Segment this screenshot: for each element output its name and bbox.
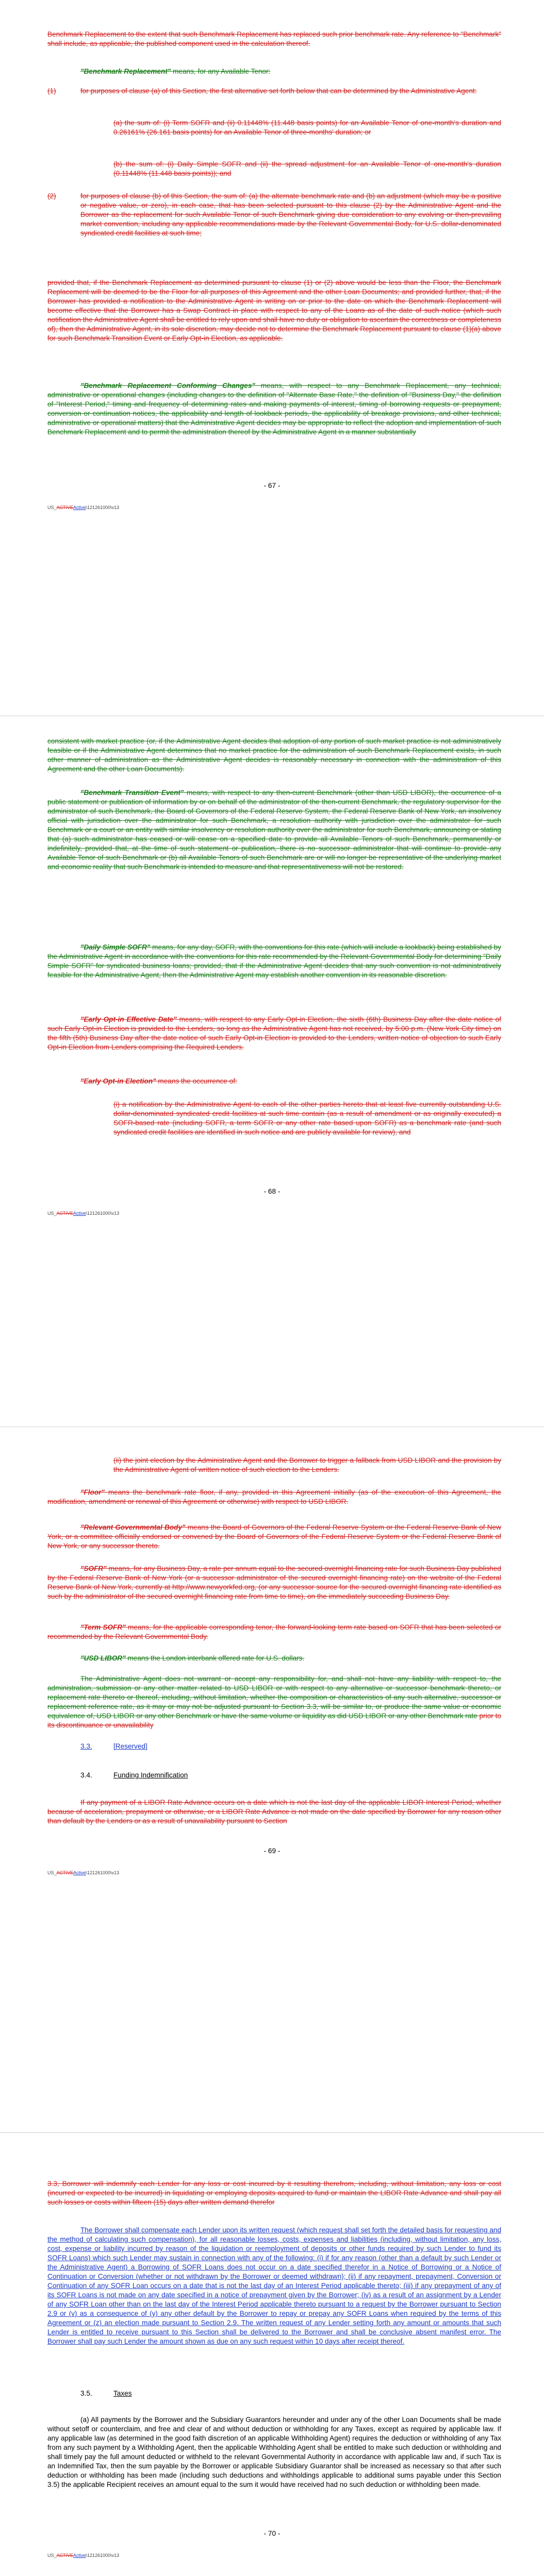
definition-text: means, with respect to any Early Opt-in Election, the sixth (6th) Business Day after the date notice of such Early Opt-in Election is provided to the Lenders, so long as the Administrative Agent has not received, by 5:00 p.m. (New York City time) on the fifth (5th) Business Day after the date notice of such Early Opt-in Election is provided to the Lenders, written notice of objection to such Early Opt-in Election from Lenders comprising the Required Lenders. [47,1015,501,1051]
definition-floor [47,1488,501,1506]
funding-indemnification-continuation: 3.3, Borrower will indemnify each Lender for any loss or cost incurred by it resulting therefrom, including, without limitation, any loss or cost (incurred or expected to be incurred) in liquidating or employing deposits acquired to fund or maintain the LIBOR Rate Advance and shall pay all such losses or costs within fifteen (15) days after written demand therefor [47,2180,501,2206]
election-clause-i: (i) a notification by the Administrative Agent to each of the other parties hereto that at least five currently outstanding U.S. dollar-denominated syndicated credit facilities at such time contain (as a result of amendment or as originally executed) a SOFR-based rate (including SOFR, a term SOFR or any other rate based upon SOFR) as a benchmark rate (and such syndicated credit facilities are identified in such notice and are publicly available for review), and [113,1100,501,1136]
section-number: 3.5. [80,2389,92,2397]
defined-term: "Benchmark Transition Event" [80,789,184,796]
page-number: - 68 - [263,1188,281,1195]
page-number: - 70 - [263,2530,281,2537]
section-number: 3.4. [80,1771,92,1779]
definition-usd-libor [80,1654,501,1663]
section-3-5-heading [80,2389,132,2397]
definition-text: means the benchmark rate floor, if any, provided in this Agreement initially (as of the execution of this Agreement, the modification, amendment or renewal of this Agreement or otherwise) with respect to USD LIBOR. [47,1488,501,1505]
funding-indemnification-paragraph: If any payment of a LIBOR Rate Advance occurs on a date which is not the last day of the applicable LIBOR Interest Period, whether because of acceleration, prepayment or otherwise, or a LIBOR Rate Advance is not made on the date specified by Borrower for any reason other than default by the Lenders or as a result of unavailability pursuant to Section [47,1799,501,1825]
definition-text: means, with respect to any then-current Benchmark (other than USD LIBOR), the occurrence of a public statement or publication of information by or on behalf of the administrator of the then-current Benchmark, the regulatory supervisor for the administrator of such Benchmark, the Board of Governors of the Federal Reserve System, the Federal Reserve Bank of New York, an insolvency official with jurisdiction over the administrator for such Benchmark, a resolution authority with jurisdiction over the administrator for such Benchmark or a court or an entity with similar insolvency or resolution authority over the administrator for such Benchmark, announcing or stating that (a) such administrator has ceased or will cease on a specified date to provide all Available Tenors of such Benchmark, permanently or indefinitely, provided that, at the time of such statement or publication, there is no successor administrator that will continue to provide any Available Tenor of such Benchmark or (b) all Available Tenors of such Benchmark are or will no longer be representative of the underlying market and economic reality that such Benchmark is intended to measure and that representativeness will not be restored. [47,789,501,871]
defined-term: "Relevant Governmental Body" [80,1523,186,1531]
intro-paragraph: Benchmark Replacement to the extent that such Benchmark Replacement has replaced such prior benchmark rate. Any reference to "Benchmark" shall include, as applicable, the published component used in the calculation thereof. [47,30,501,47]
document-footer: US_ACTIVEActive\121261000\v13 [47,1211,120,1216]
clause-1b-text: (b) the sum of: (i) Daily Simple SOFR and (ii) the spread adjustment for an Available Tenor of one-month's duration (0.11448% (11.448 basis points)); and [113,160,501,177]
taxes-paragraph-a: (a) All payments by the Borrower and the Subsidiary Guarantors hereunder and under any of the other Loan Documents shall be made without setoff or counterclaim, and free and clear of and without deduction or withholding for any Taxes, except as required by applicable law. If any applicable law (as determined in the good faith discretion of an applicable Withholding Agent) requires the deduction or withholding of any Tax from any such payment by a Withholding Agent, then the applicable Withholding Agent shall be entitled to make such deduction or withholding and shall timely pay the full amount deducted or withheld to the relevant Governmental Authority in accordance with applicable law and, if such Tax is an Indemnified Tax, then the sum payable by the Borrower or applicable Subsidiary Guarantor shall be increased as necessary so that after such deduction or withholding has been made (including such deductions and withholdings applicable to additional sums payable under this Section 3.5) the applicable Recipient receives an amount equal to the sum it would have received had no such deduction or withholding been made. [47,2416,501,2488]
defined-term: "Daily Simple SOFR" [80,943,151,951]
section-3-4-heading [80,1771,188,1779]
definition-text: means the London interbank offered rate for U.S. dollars. [125,1654,305,1662]
administrative-agent-disclaimer [47,1674,501,1730]
defined-term: "Term SOFR" [80,1623,126,1631]
section-number: 3.3. [80,1742,92,1750]
page-67 [0,0,544,716]
document-footer: US_ACTIVEActive\121261000\v13 [47,2553,120,2558]
defined-term: "Floor" [80,1488,105,1496]
definition-benchmark-replacement [80,67,501,76]
definition-benchmark-replacement-conforming-changes [47,381,501,437]
section-title: Funding Indemnification [113,1771,188,1779]
section-title: [Reserved] [113,1742,147,1750]
definition-early-opt-in-effective-date [47,1015,501,1052]
section-3-3-heading [80,1742,147,1750]
clause-1a-text: (a) the sum of: (i) Term SOFR and (ii) 0.11448% (11.448 basis points) for an Available Tenor of one-month's duration and 0.26161% (26.161 basis points) for an Available Tenor of three-months' duration; or [113,119,501,136]
section-title: Taxes [113,2389,132,2397]
definition-text: means, for the applicable corresponding tenor, the forward-looking term rate based on SOFR that has been selected or recommended by the Relevant Governmental Body. [47,1623,501,1640]
page-number: - 69 - [263,1847,281,1855]
clause-1-text: for purposes of clause (a) of this Section, the first alternative set forth below that can be determined by the Administrative Agent: [80,87,477,95]
page-69 [0,1427,544,2133]
definition-benchmark-transition-event [47,788,501,872]
definition-sofr [47,1564,501,1601]
defined-term: "Benchmark Replacement Conforming Changes" [80,382,255,389]
document-footer: US_ACTIVEActive\121261000\v13 [47,505,120,510]
proviso-paragraph: provided that, if the Benchmark Replacement as determined pursuant to clause (1) or (2) above would be less than the Floor, the Benchmark Replacement will be deemed to be the Floor for all purposes of this Agreement and the other Loan Documents; and provided further, that, if the Borrower has provided a notification to the Administrative Agent in writing on or prior to the date on which the Benchmark Replacement will become effective that the Borrower has a Swap Contract in place with respect to any of the Loans as of the date of such notice (which such notification the Administrative Agent shall be entitled to rely upon and shall have no duty or obligation to ascertain the correctness or completeness of), then the Administrative Agent, in its sole discretion, may decide not to determine the Benchmark Replacement pursuant to clause (1)(a) above for such Benchmark Transition Event or Early Opt-in Election, as applicable. [47,279,501,342]
continuation-paragraph: consistent with market practice (or, if the Administrative Agent decides that adoption of any portion of such market practice is not administratively feasible or if the Administrative Agent determines that no market practice for the administration of such Benchmark Replacement exists, in such other manner of administration as the Administrative Agent decides is reasonably necessary in connection with the administration of this Agreement and the other Loan Documents). [47,737,501,773]
page-68 [0,716,544,1427]
definition-daily-simple-sofr [47,943,501,980]
defined-term: "Early Opt-in Election" [80,1077,156,1085]
clause-2-text: for purposes of clause (b) of this Section, the sum of: (a) the alternate benchmark rate and (b) an adjustment (which may be a positive or negative value, or zero), in each case, that has been selected pursuant to this clause (2) by the Administrative Agent and the Borrower as the replacement for such Available Tenor of such Benchmark giving due consideration to any evolving or then-prevailing market convention, including any applicable recommendations made by the Relevant Governmental Body, for U.S. dollar-denominated syndicated credit facilities at such time; [80,192,501,237]
definition-relevant-governmental-body [47,1523,501,1551]
election-clause-ii: (ii) the joint election by the Administrative Agent and the Borrower to trigger a fallback from USD LIBOR and the provision by the Administrative Agent of written notice of such election to the Lenders. [113,1456,501,1473]
page-number: - 67 - [263,482,281,489]
clause-number: (2) [47,192,56,200]
page-70 [0,2133,544,2576]
disclaimer-tail: prior to its discontinuance or unavailability [47,1712,501,1729]
defined-term: "SOFR" [80,1565,107,1572]
definition-term-sofr [47,1623,501,1641]
definition-text: means, with respect to any Benchmark Replacement, any technical, administrative or operational changes (including changes to the definition of "Alternate Base Rate," the definition of "Business Day," the definition of "Interest Period," timing and frequency of determining rates and making payments of interest, timing of borrowing requests or prepayment, conversion or continuation notices, the applicability and length of lookback periods, the applicability of breakage provisions, and other technical, administrative or operational matters) that the Administrative Agent decides may be appropriate to reflect the adoption and implementation of such Benchmark Replacement and to permit the administration thereof by the Administrative Agent in a manner substantially [47,382,501,436]
defined-term: "Early Opt-in Effective Date" [80,1015,177,1023]
compensation-paragraph: The Borrower shall compensate each Lender upon its written request (which request shall set forth the detailed basis for requesting and the method of calculating such compensation), for all reasonable losses, costs, expenses and liabilities (including, without limitation, any loss, cost, expense or liability incurred by reason of the liquidation or reemployment of deposits or other funds required by such Lender to fund its SOFR Loans) which such Lender may sustain in connection with any of the following: (i) if for any reason (other than a default by such Lender or the Administrative Agent) a Borrowing of SOFR Loans does not occur on a date specified therefor in a Notice of Borrowing or a Notice of Continuation or Conversion (whether or not withdrawn by the Borrower or deemed withdrawn); (ii) if any repayment, prepayment, Conversion or Continuation of any SOFR Loan occurs on a date that is not the last day of an Interest Period applicable thereto; (iii) if any prepayment of any of its SOFR Loans is not made on any date specified in a notice of prepayment given by the Borrower; (iv) as a result of an assignment by a Lender of any SOFR Loan other than on the last day of the Interest Period applicable thereto pursuant to a request by the Borrower pursuant to Section 2.9 or (v) as a consequence of (y) any other default by the Borrower to repay or prepay any SOFR Loans when required by the terms of this Agreement or (z) an election made pursuant to Section 2.9. The written request of any Lender setting forth any amount or amounts that such Lender is entitled to receive pursuant to this Section shall be delivered to the Borrower and shall be conclusive absent manifest error. The Borrower shall pay such Lender the amount shown as due on any such request within 10 days after receipt thereof. [47,2226,501,2345]
definition-text: means the occurrence of: [156,1077,237,1085]
document-footer: US_ACTIVEActive\121261000\v13 [47,1870,120,1875]
definition-text: means, for any day, SOFR, with the conventions for this rate (which will include a lookback) being established by the Administrative Agent in accordance with the conventions for this rate recommended by the Relevant Governmental Body for determining "Daily Simple SOFR" for syndicated business loans; provided, that if the Administrative Agent decides that any such convention is not administratively feasible for the Administrative Agent, then the Administrative Agent may establish another convention in its reasonable discretion. [47,943,501,979]
disclaimer-text: The Administrative Agent does not warrant or accept any responsibility for, and shall not have any liability with respect to, the administration, submission or any other matter related to USD LIBOR or with respect to any alternative or successor benchmark thereto, or replacement rate thereto or thereof, including, without limitation, whether the composition or characteristics of any such alternative, successor or replacement reference rate, as it may or may not be adjusted pursuant to Section 3.3, will be similar to, or produce the same value or economic equivalence of, USD LIBOR or any other Benchmark or have the same volume or liquidity as did USD LIBOR or any other Benchmark rate [47,1675,501,1720]
definition-text: means, for any Business Day, a rate per annum equal to the secured overnight financing rate for such Business Day published by the Federal Reserve Bank of New York (or a successor administrator of the secured overnight financing rate) on the website of the Federal Reserve Bank of New York, currently at http://www.newyorkfed.org, (or any successor source for the secured overnight financing rate identified as such by the administrator of the secured overnight financing rate from time to time), on the immediately succeeding Business Day. [47,1565,501,1600]
defined-term: "Benchmark Replacement" [80,67,171,75]
definition-text: means the Board of Governors of the Federal Reserve System or the Federal Reserve Bank of New York, or a committee officially endorsed or convened by the Board of Governors of the Federal Reserve System or the Federal Reserve Bank of New York, or any successor thereto. [47,1523,501,1550]
definition-early-opt-in-election [80,1077,501,1086]
defined-term: "USD LIBOR" [80,1654,126,1662]
clause-number: (1) [47,87,56,95]
definition-text: means, for any Available Tenor: [171,67,271,75]
